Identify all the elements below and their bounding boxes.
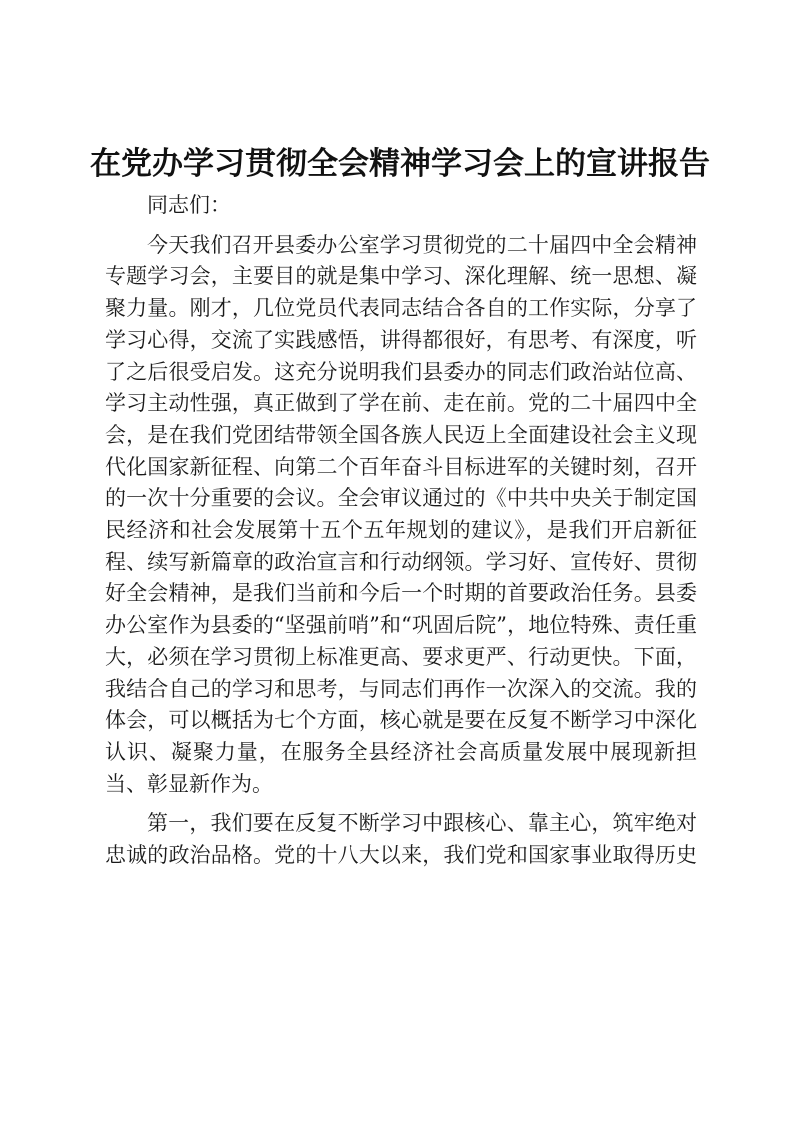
salutation: 同志们： [147, 193, 231, 217]
page-title: 在党办学习贯彻全会精神学习会上的宣讲报告 [90, 146, 710, 182]
paragraph-intro: 今天我们召开县委办公室学习贯彻党的二十届四中全会精神专题学习会，主要目的就是集中学习、深化理解、统一思想、凝聚力量。刚才，几位党员代表同志结合各自的工作实际，分享了学习心得，交流了实践感悟，讲得都很好，有思考、有深度，听了之后很受启发。这充分说明我们县委办的同志们政治站位高、学习主动性强，真正做到了学在前、走在前。党的二十届四中全会，是在我们党团结带领全国各族人民迈上全面建设社会主义现代化国家新征程、向第二个百年奋斗目标进军的关键时刻，召开的一次十分重要的会议。全会审议通过的《中共中央关于制定国民经济和社会发展第十五个五年规划的建议》，是我们开启新征程、续写新篇章的政治宣言和行动纲领。学习好、宣传好、贯彻好全会精神，是我们当前和今后一个时期的首要政治任务。县委办公室作为县委的“坚强前哨”和“巩固后院”，地位特殊、责任重大，必须在学习贯彻上标准更高、要求更严、行动更快。下面，我结合自己的学习和思考，与同志们再作一次深入的交流。我的体会，可以概括为七个方面，核心就是要在反复不断学习中深化认识、凝聚力量，在服务全县经济社会高质量发展中展现新担当、彰显新作为。 [105, 232, 697, 796]
paragraph-first-point: 第一，我们要在反复不断学习中跟核心、靠主心，筑牢绝对忠诚的政治品格。党的十八大以来，我们党和国家事业取得历史 [105, 811, 697, 868]
document-body [105, 190, 697, 872]
